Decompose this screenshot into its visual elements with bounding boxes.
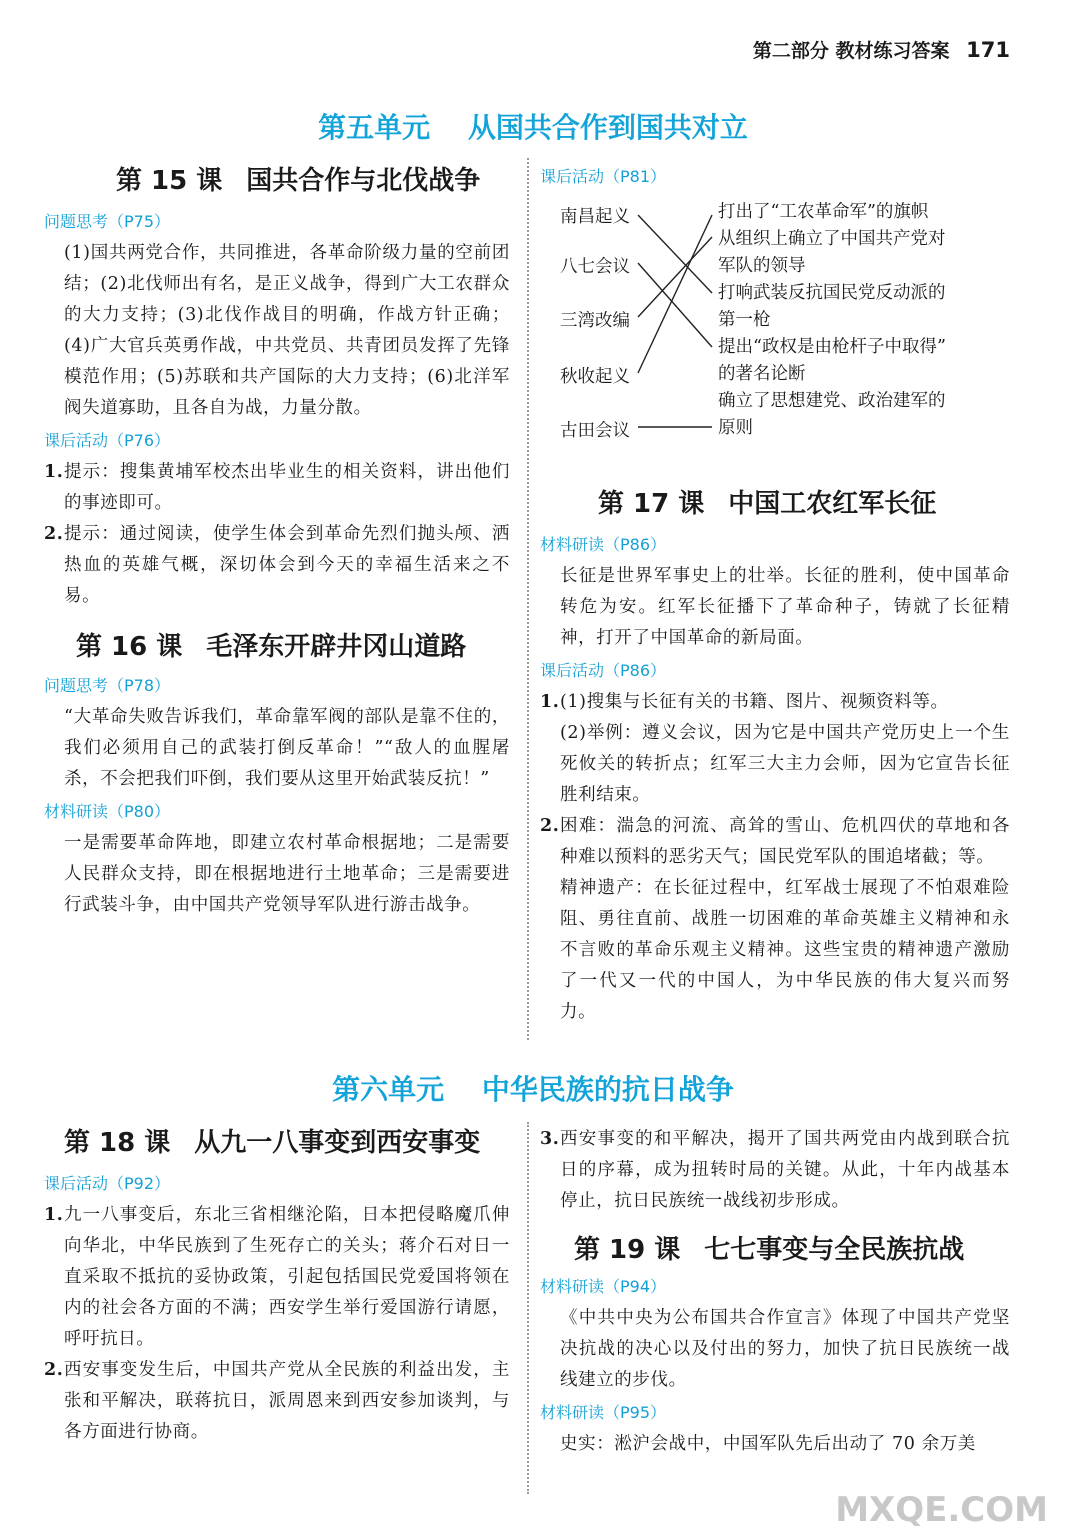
column-divider	[527, 158, 529, 1040]
unit-label: 第五单元	[318, 111, 431, 144]
item-text: 困难：湍急的河流、高耸的雪山、危机四伏的草地和各种难以预料的恶劣天气；国民党军队的围追堵截；等。	[560, 816, 1010, 867]
left-column-unit6	[44, 1122, 510, 1448]
match-right-item: 军队的领导	[718, 256, 806, 276]
item-text: 九一八事变后，东北三省相继沦陷，日本把侵略魔爪伸向华北，中华民族到了生死存亡的关头；蒋介石对日一直采取不抵抗的妥协政策，引起包括国民党爱国将领在内的社会各方面的不满；西安学生举行爱国游行请愿，呼吁抗日。	[64, 1205, 510, 1349]
item-text: 西安事变发生后，中国共产党从全民族的利益出发，主张和平解决，联蒋抗日，派周恩来到西安参加谈判，与各方面进行协商。	[64, 1360, 510, 1442]
match-left-item: 秋收起义	[560, 367, 630, 387]
watermark-logo: MXQE.COM	[835, 1490, 1048, 1530]
section-tag: 问题思考（P75）	[44, 212, 171, 231]
lesson-title: 七七事变与全民族抗战	[704, 1235, 965, 1265]
lesson-15-heading	[116, 160, 510, 197]
section-tag: 课后活动（P92）	[44, 1174, 171, 1193]
unit-title: 从国共合作到国共对立	[467, 111, 748, 144]
section-tag: 材料研读（P95）	[540, 1403, 667, 1422]
left-column-unit5	[44, 160, 510, 921]
matching-exercise	[540, 193, 1010, 473]
answer-paragraph: (1)国共两党合作，共同推进，各革命阶级力量的空前团结；(2)北伐师出有名，是正义战争，得到广大工农群众的大力支持；(3)北伐作战目的明确，作战方针正确；(4)广大官兵英勇作战，中共党员、共青团员发挥了先锋模范作用；(5)苏联和共产国际的大力支持；(6)北洋军阀失道寡助，且各自为战，力量分散。	[64, 243, 510, 418]
section-tag: 材料研读（P80）	[44, 802, 171, 821]
unit-5-heading	[0, 106, 1066, 146]
numbered-answer	[44, 1200, 510, 1355]
lesson-19-heading	[574, 1229, 1010, 1266]
item-number: 2.	[44, 524, 64, 544]
match-left-item: 三湾改编	[560, 311, 630, 331]
item-number: 2.	[44, 1360, 64, 1380]
right-column-unit5	[540, 160, 1010, 1028]
section-tag: 课后活动（P76）	[44, 431, 171, 450]
item-text: 西安事变的和平解决，揭开了国共两党由内战到联合抗日的序幕，成为扭转时局的关键。从此，十年内战基本停止，抗日民族统一战线初步形成。	[560, 1129, 1010, 1211]
unit-title: 中华民族的抗日战争	[481, 1073, 734, 1106]
lesson-17-heading	[598, 483, 1010, 520]
section-tag: 材料研读（P94）	[540, 1277, 667, 1296]
lesson-number: 第 18 课	[64, 1128, 171, 1158]
match-right-item: 原则	[718, 418, 753, 438]
answer-paragraph: 一是需要革命阵地，即建立农村革命根据地；二是需要人民群众支持，即在根据地进行土地革命；三是需要进行武装斗争，由中国共产党领导军队进行游击战争。	[64, 833, 510, 915]
lesson-18-heading	[64, 1122, 510, 1159]
unit-label: 第六单元	[332, 1073, 445, 1106]
item-number: 1.	[44, 1205, 64, 1225]
lesson-number: 第 16 课	[76, 632, 183, 662]
match-left-item: 古田会议	[560, 421, 630, 441]
item-continuation: 精神遗产：在长征过程中，红军战士展现了不怕艰难险阻、勇往直前、战胜一切困难的革命英雄主义精神和永不言败的革命乐观主义精神。这些宝贵的精神遗产激励了一代又一代的中国人，为中华民族的伟大复兴而努力。	[560, 878, 1010, 1022]
match-line	[638, 215, 712, 293]
match-right-item: 打出了“工农革命军”的旗帜	[718, 202, 929, 222]
numbered-answer	[540, 687, 1010, 718]
section-title: 第二部分 教材练习答案	[752, 40, 950, 62]
lesson-number: 第 17 课	[598, 489, 705, 519]
section-tag: 课后活动（P86）	[540, 661, 667, 680]
lesson-title: 毛泽东开辟井冈山道路	[206, 632, 467, 662]
match-line	[638, 215, 712, 373]
item-number: 1.	[540, 692, 560, 712]
unit-6-heading	[0, 1068, 1066, 1108]
lesson-title: 国共合作与北伐战争	[246, 166, 481, 196]
match-right-item: 第一枪	[718, 310, 771, 330]
match-right-item: 提出“政权是由枪杆子中取得”	[718, 337, 946, 357]
lesson-title: 中国工农红军长征	[728, 489, 937, 519]
page-number: 171	[966, 38, 1010, 62]
page-header	[753, 36, 1010, 63]
match-right-item: 从组织上确立了中国共产党对	[718, 229, 946, 249]
right-column-unit6	[540, 1124, 1010, 1460]
lesson-number: 第 15 课	[116, 166, 223, 196]
answer-paragraph: 长征是世界军事史上的壮举。长征的胜利，使中国革命转危为安。红军长征播下了革命种子，铸就了长征精神，打开了中国革命的新局面。	[560, 566, 1010, 648]
section-tag: 问题思考（P78）	[44, 676, 171, 695]
item-text: 提示：搜集黄埔军校杰出毕业生的相关资料，讲出他们的事迹即可。	[64, 462, 510, 513]
lesson-16-heading	[76, 626, 510, 663]
numbered-answer	[44, 1355, 510, 1448]
numbered-answer	[44, 519, 510, 612]
answer-paragraph: “大革命失败告诉我们，革命靠军阀的部队是靠不住的，我们必须用自己的武装打倒反革命！”“敌人的血腥屠杀，不会把我们吓倒，我们要从这里开始武装反抗！”	[64, 707, 510, 789]
match-left-item: 八七会议	[560, 257, 630, 277]
match-right-item: 的著名论断	[718, 364, 806, 384]
item-number: 3.	[540, 1129, 560, 1149]
match-right-list	[718, 199, 946, 442]
numbered-answer	[540, 811, 1010, 873]
answer-paragraph: 史实：淞沪会战中，中国军队先后出动了 70 余万美	[560, 1434, 976, 1454]
match-left-item: 南昌起义	[560, 207, 630, 227]
item-continuation: (2)举例：遵义会议，因为它是中国共产党历史上一个生死攸关的转折点；红军三大主力会师，因为它宣告长征胜利结束。	[560, 723, 1010, 805]
column-divider	[527, 1122, 529, 1494]
match-right-item: 确立了思想建党、政治建军的	[718, 391, 946, 411]
section-tag: 课后活动（P81）	[540, 167, 667, 186]
item-text: (1)搜集与长征有关的书籍、图片、视频资料等。	[560, 692, 949, 712]
numbered-answer	[540, 1124, 1010, 1217]
numbered-answer	[44, 457, 510, 519]
section-tag: 材料研读（P86）	[540, 535, 667, 554]
lesson-number: 第 19 课	[574, 1235, 681, 1265]
item-text: 提示：通过阅读，使学生体会到革命先烈们抛头颅、洒热血的英雄气概，深切体会到今天的幸福生活来之不易。	[64, 524, 510, 606]
answer-paragraph: 《中共中央为公布国共合作宣言》体现了中国共产党坚决抗战的决心以及付出的努力，加快了抗日民族统一战线建立的步伐。	[560, 1308, 1010, 1390]
match-right-item: 打响武装反抗国民党反动派的	[718, 283, 946, 303]
item-number: 2.	[540, 816, 560, 836]
lesson-title: 从九一八事变到西安事变	[194, 1128, 481, 1158]
item-number: 1.	[44, 462, 64, 482]
